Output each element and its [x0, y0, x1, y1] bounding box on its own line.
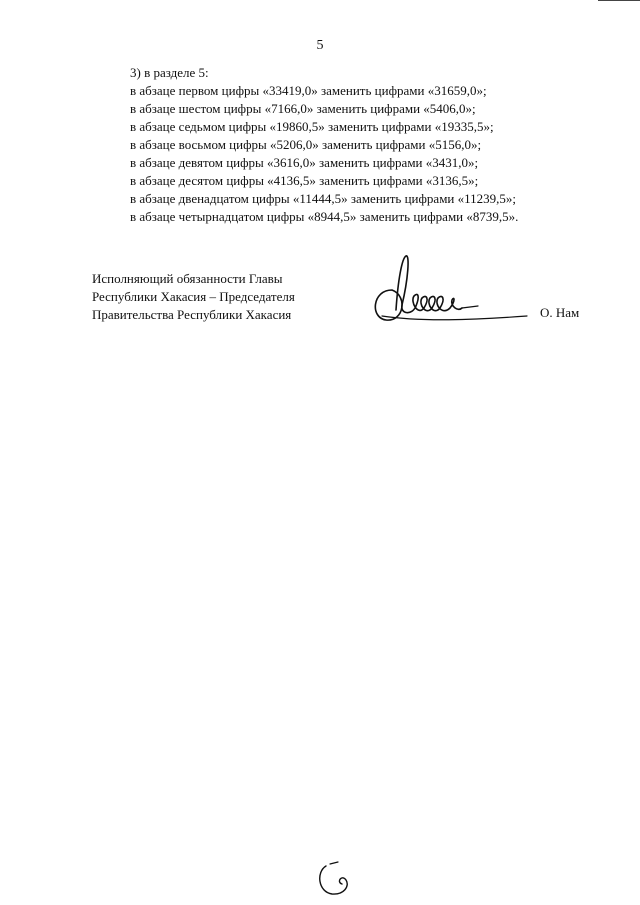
amendment-line: в абзаце седьмом цифры «19860,5» заменить цифрами «19335,5»; — [130, 119, 494, 134]
amendment-line: в абзаце первом цифры «33419,0» заменить цифрами «31659,0»; — [130, 83, 487, 98]
signatory-position — [92, 270, 295, 324]
handwritten-signature-icon — [362, 250, 532, 330]
signer-name: О. Нам — [540, 305, 580, 320]
amendment-line: в абзаце четырнадцатом цифры «8944,5» заменить цифрами «8739,5». — [130, 209, 519, 224]
page-number: 5 — [316, 38, 324, 53]
amendment-line: в абзаце десятом цифры «4136,5» заменить цифрами «3136,5»; — [130, 173, 479, 188]
amendment-line: в абзаце шестом цифры «7166,0» заменить цифрами «5406,0»; — [130, 101, 476, 116]
section-heading: 3) в разделе 5: — [130, 65, 209, 80]
corner-rule — [598, 0, 640, 1]
handwritten-mark-icon — [312, 860, 356, 900]
amendment-line: в абзаце восьмом цифры «5206,0» заменить цифрами «5156,0»; — [130, 137, 482, 152]
amendment-line: в абзаце двенадцатом цифры «11444,5» заменить цифрами «11239,5»; — [130, 191, 517, 206]
amendment-section — [130, 64, 570, 226]
position-line: Исполняющий обязанности Главы — [92, 271, 283, 286]
position-line: Правительства Республики Хакасия — [92, 307, 292, 322]
position-line: Республики Хакасия – Председателя — [92, 289, 295, 304]
amendment-line: в абзаце девятом цифры «3616,0» заменить цифрами «3431,0»; — [130, 155, 479, 170]
